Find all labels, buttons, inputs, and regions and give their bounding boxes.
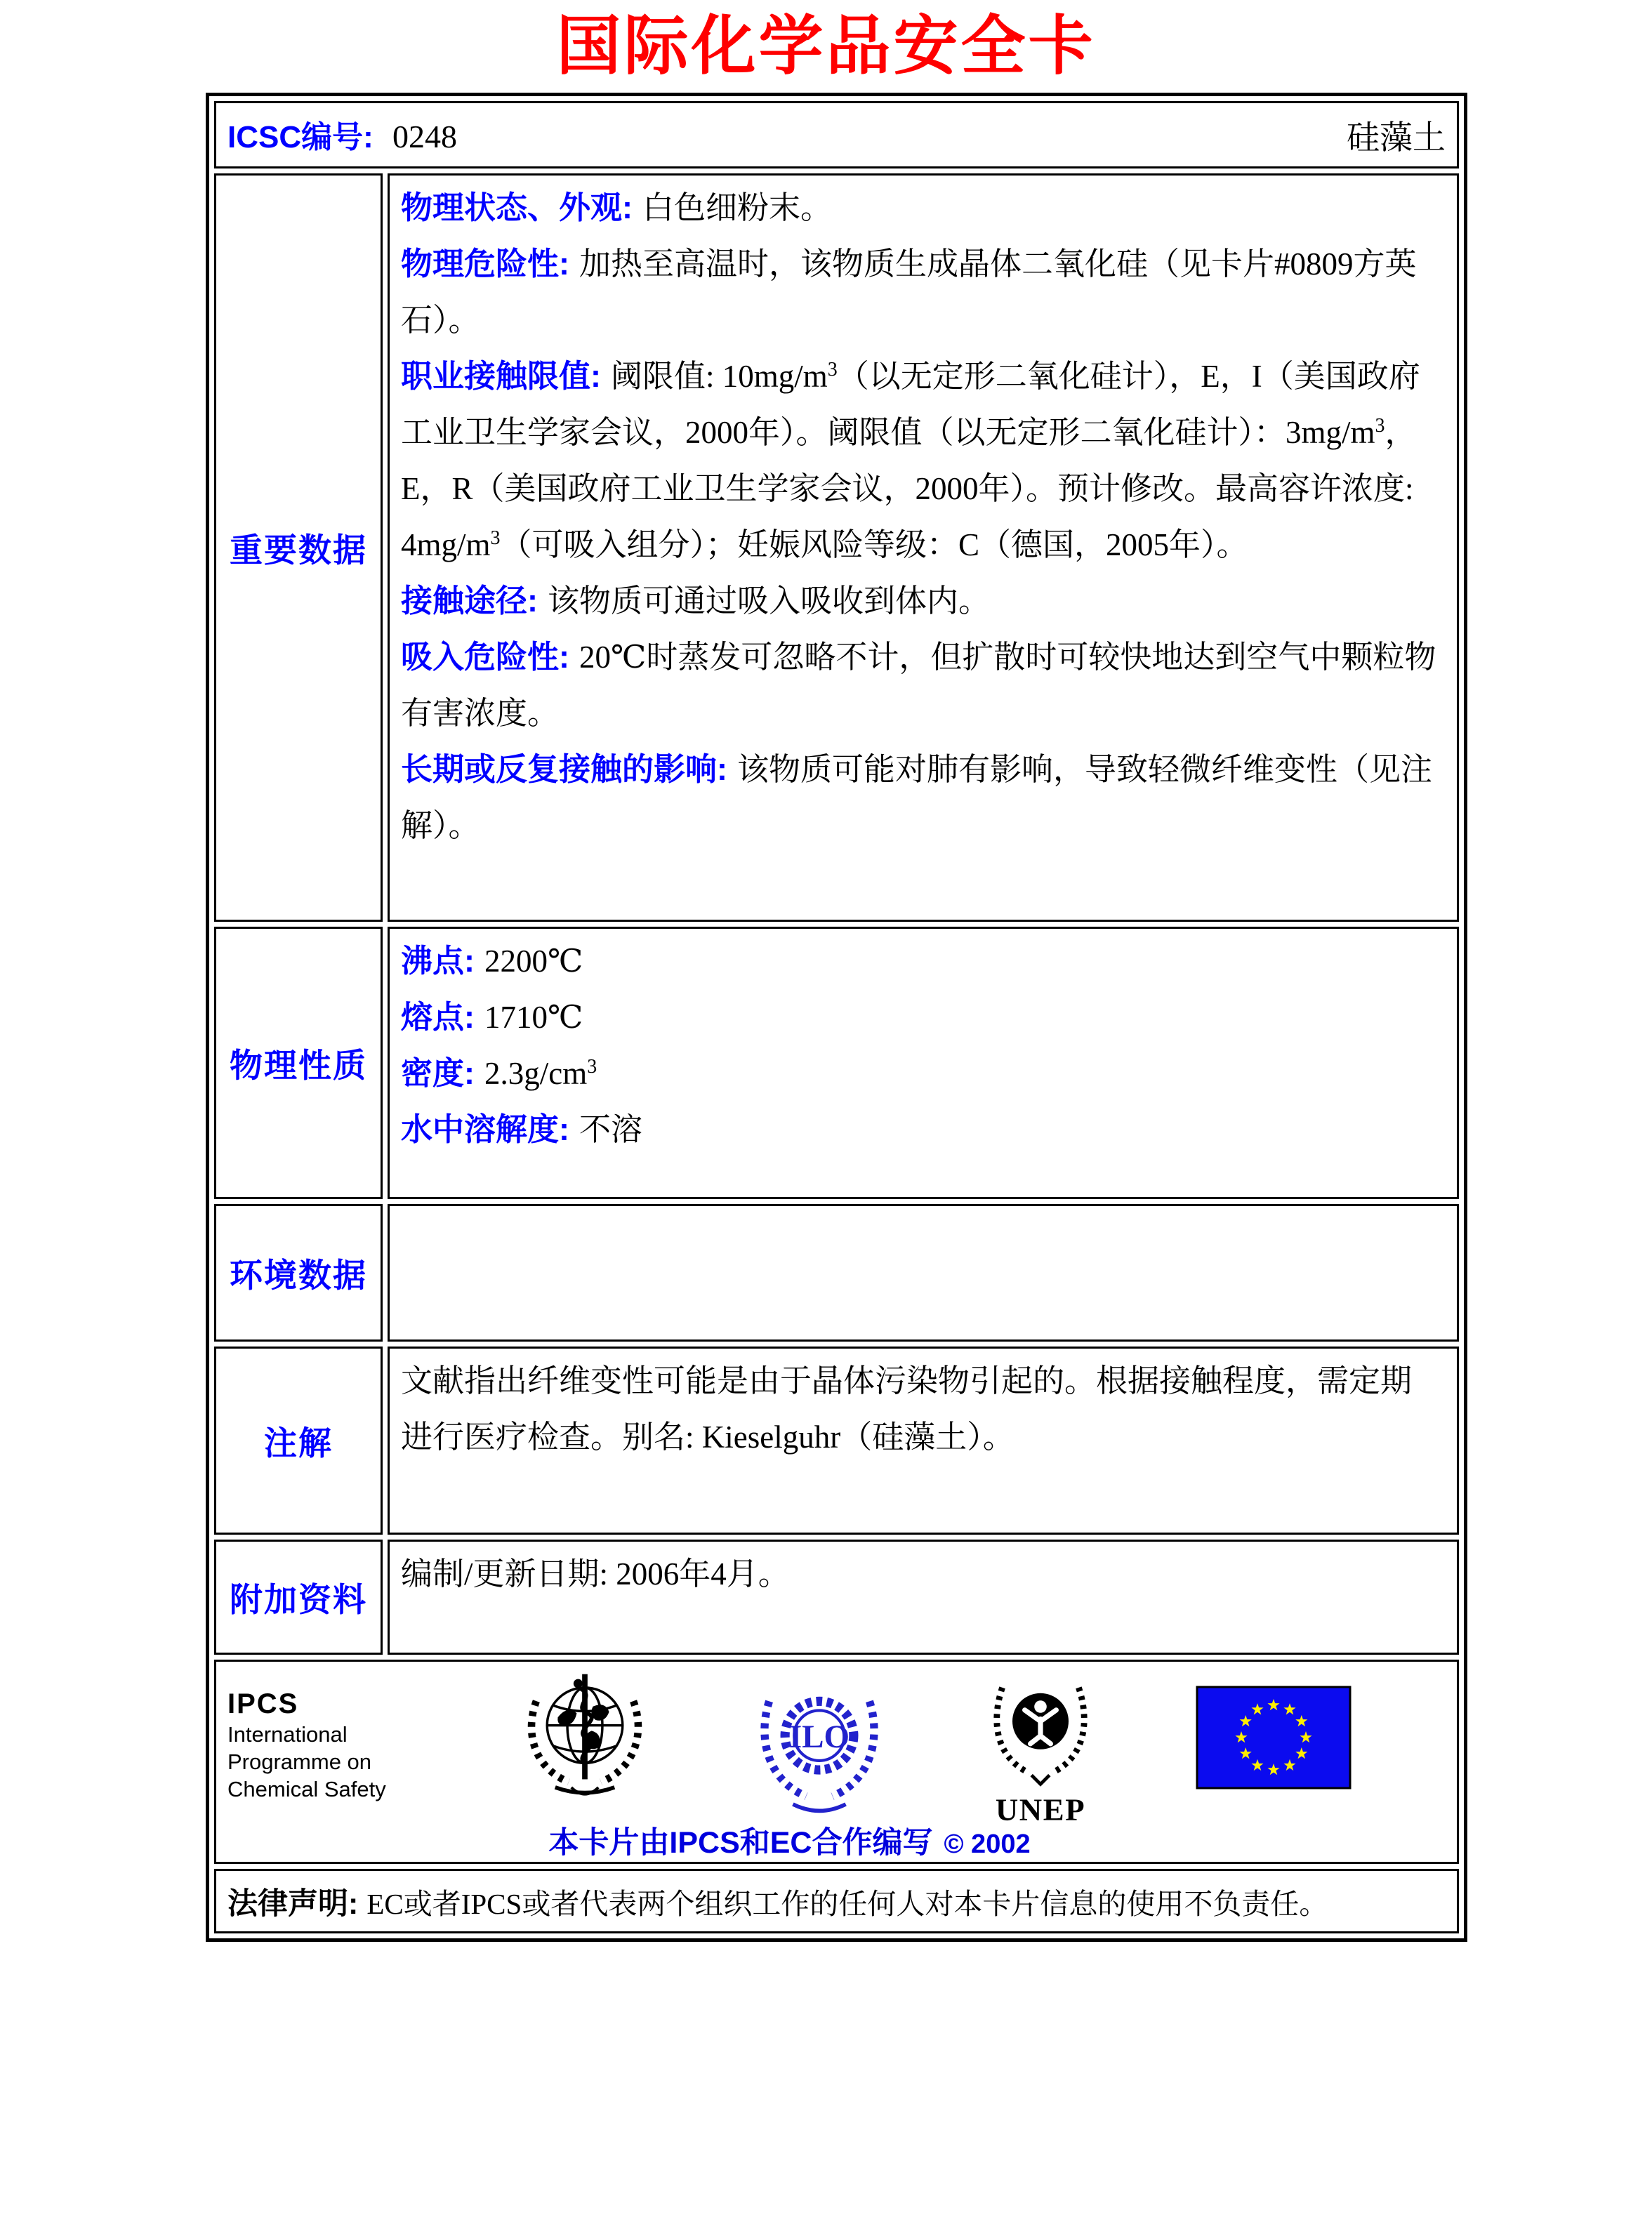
notes-content [388,1347,1459,1535]
boiling-point-label: 沸点: [401,943,475,979]
page-title: 国际化学品安全卡 [556,11,1096,82]
exposure-routes-label: 接触途径: [401,583,538,618]
row-label-additional-info: 附加资料 [214,1540,383,1655]
melting-point-line [401,989,1437,1045]
ipcs-text-block [227,1669,417,1803]
oel-label: 职业接触限值: [401,358,601,394]
oel-text-1: 阈限值: 10mg/m [611,359,828,394]
legal-cell [214,1869,1459,1933]
inhalation-risk-label: 吸入危险性: [401,639,569,675]
density-label: 密度: [401,1055,475,1091]
legal-notice-label: 法律声明: [227,1886,359,1921]
physical-properties-row [214,927,1459,1199]
icsc-card-table [206,93,1467,1942]
long-term-effects-label: 长期或反复接触的影响: [401,751,727,787]
exposure-routes-text: 该物质可通过吸入吸收到体内。 [548,583,991,618]
copyright-year: © 2002 [944,1830,1031,1859]
cooperation-caption [227,1819,1352,1862]
inhalation-risk-text: 20℃时蒸发可忽略不计，但扩散时可较快地达到空气中颗粒物有害浓度。 [401,640,1436,731]
ipcs-acronym: IPCS [227,1688,299,1719]
water-solubility-label: 水中溶解度: [401,1111,569,1147]
long-term-effects-paragraph [401,741,1437,854]
cooperation-caption-text: 本卡片由IPCS和EC合作编写 [548,1826,933,1860]
important-data-content [388,173,1459,922]
chemical-name: 硅藻土 [1347,119,1446,157]
long-term-effects-text: 该物质可能对肺有影响，导致轻微纤维变性（见注解）。 [401,752,1433,843]
logo-row [227,1669,1352,1827]
oel-text-3: ，E，R（美国政府工业卫生学家会议，2000年）。预计修改。最高容许浓度: 4mg/m [401,415,1417,562]
oel-superscript-2: 3 [1375,415,1385,437]
additional-info-text: 编制/更新日期: 2006年4月。 [401,1556,790,1592]
oel-superscript-3: 3 [490,527,501,549]
legal-notice-text: EC或者IPCS或者代表两个组织工作的任何人对本卡片信息的使用不负责任。 [366,1887,1328,1920]
additional-info-row [214,1540,1459,1655]
physical-state-text: 白色细粉末。 [642,190,833,225]
density-line [401,1045,1437,1102]
header-cell [214,101,1459,168]
inhalation-risk-paragraph [401,629,1437,741]
environmental-data-row [214,1204,1459,1342]
physical-danger-paragraph [401,236,1437,348]
exposure-routes-paragraph [401,573,1437,629]
row-label-physical-properties: 物理性质 [214,927,383,1199]
density-value: 2.3g/cm [484,1056,588,1091]
footer-cell [214,1660,1459,1864]
row-label-environmental-data: 环境数据 [214,1204,383,1342]
water-solubility-value: 不溶 [579,1112,643,1147]
melting-point-label: 熔点: [401,999,475,1035]
environmental-data-content [388,1204,1459,1342]
additional-info-content [388,1540,1459,1655]
row-label-important-data: 重要数据 [214,173,383,922]
physical-danger-text: 加热至高温时，该物质生成晶体二氧化硅（见卡片#0809方英石）。 [401,246,1417,338]
physical-state-paragraph [401,180,1437,236]
density-superscript: 3 [587,1056,597,1078]
ipcs-line-3: Chemical Safety [227,1777,386,1801]
physical-properties-content [388,927,1459,1199]
header-row [214,101,1459,168]
footer-row [214,1660,1459,1864]
row-label-notes: 注解 [214,1347,383,1535]
unep-logo [984,1672,1097,1832]
oel-text-2: （以无定形二氧化硅计），E，I（美国政府工业卫生学家会议，2000年）。阈限值（以无定形二氧化硅计）：3mg/m [401,359,1420,450]
occupational-exposure-limits-paragraph [401,348,1437,573]
notes-text: 文献指出纤维变性可能是由于晶体污染物引起的。根据接触程度，需定期进行医疗检查。别名: Kieselguhr（硅藻土）。 [401,1363,1413,1455]
notes-row [214,1347,1459,1535]
legal-row [214,1869,1459,1933]
who-logo [516,1669,654,1804]
icsc-number-label: ICSC编号: [227,119,374,154]
boiling-point-value: 2200℃ [484,944,583,979]
oel-text-4: （可吸入组分）；妊娠风险等级：C（德国，2005年）。 [500,527,1248,562]
unep-logo-text: UNEP [995,1792,1085,1827]
physical-danger-label: 物理危险性: [401,246,569,282]
ipcs-line-1: International [227,1722,348,1747]
melting-point-value: 1710℃ [484,1000,583,1035]
physical-state-label: 物理状态、外观: [401,190,633,225]
boiling-point-line [401,933,1437,989]
oel-superscript-1: 3 [827,359,838,381]
eu-flag-logo [1196,1686,1352,1790]
icsc-number-value: 0248 [392,118,458,154]
water-solubility-line [401,1102,1437,1158]
ilo-logo [753,1674,885,1823]
ilo-logo-text: ILO [788,1719,850,1756]
important-data-row [214,173,1459,922]
ipcs-line-2: Programme on [227,1749,372,1774]
